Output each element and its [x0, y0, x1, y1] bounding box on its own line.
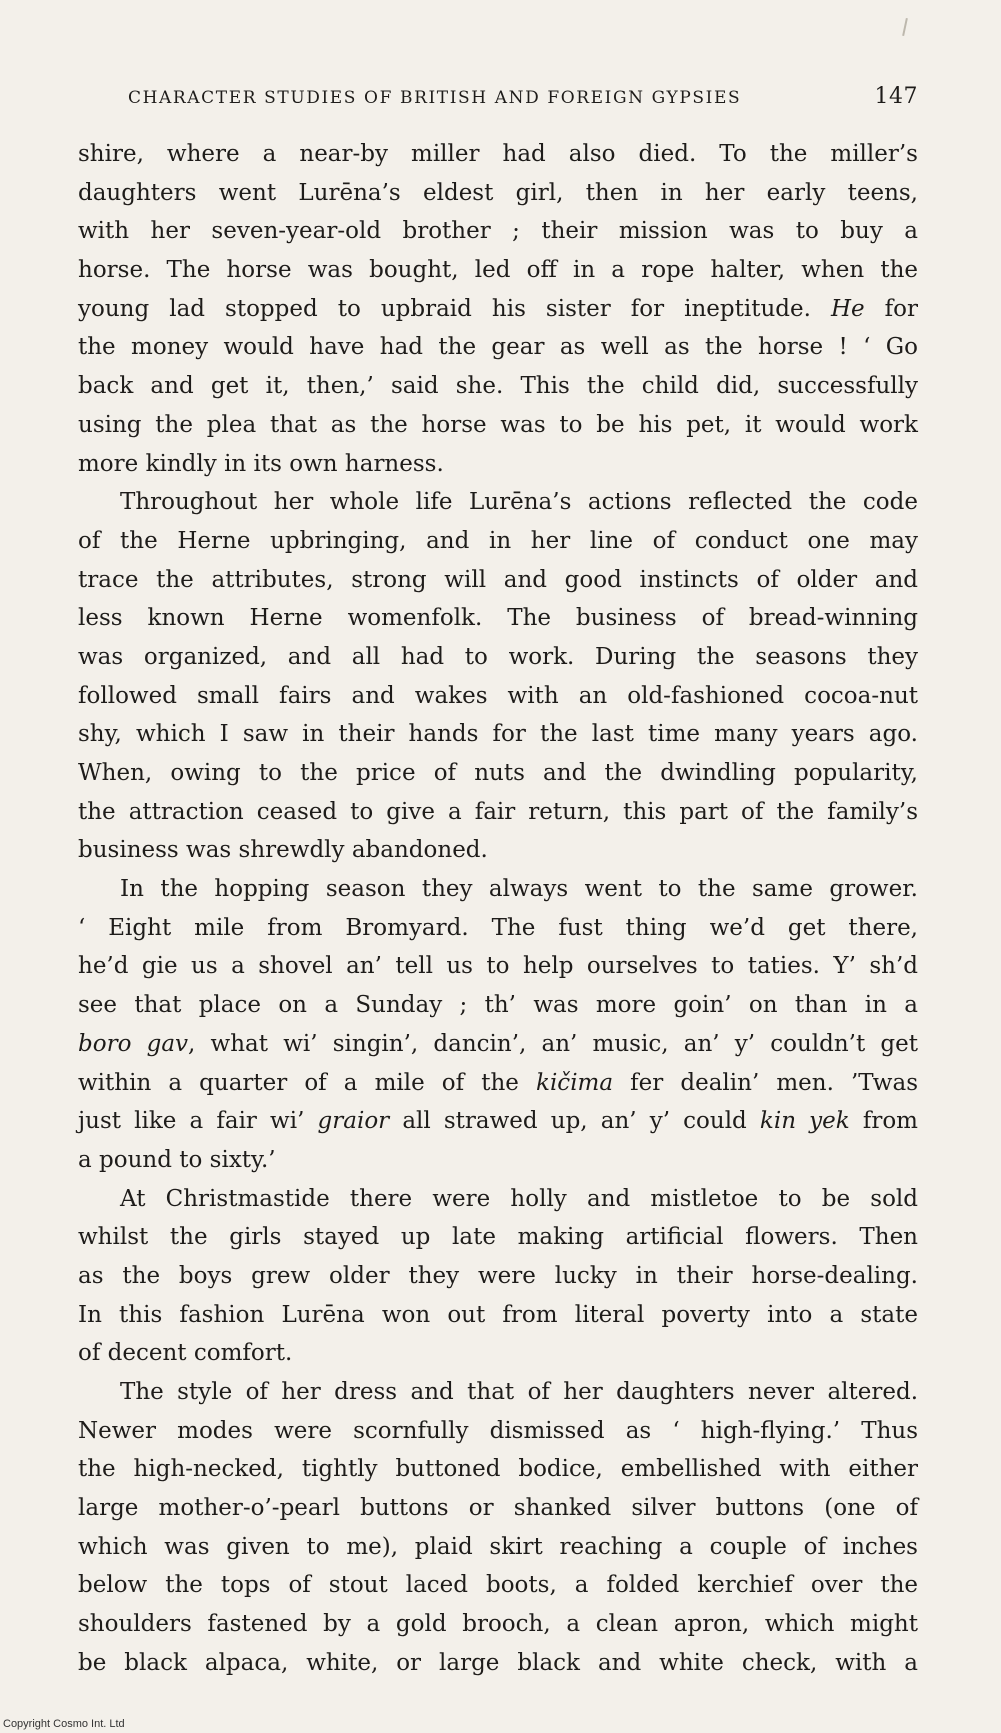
text-line: [78, 212, 918, 251]
text-line: [78, 1025, 918, 1064]
italic-term: He: [830, 295, 865, 322]
text-run: a pound to sixty.’: [78, 1146, 276, 1173]
text-run: , what wi’ singin’, dancin’, an’ music, an’ y’ couldn’t get: [188, 1030, 919, 1057]
text-line: [78, 947, 918, 986]
italic-term: kin yek: [759, 1108, 850, 1135]
text-run: At Christmastide there were holly and mistletoe to be sold: [120, 1185, 918, 1212]
text-line: [78, 754, 918, 793]
text-run: daughters went Lurēna’s eldest girl, then in her early teens,: [78, 179, 918, 206]
copyright-notice: Copyright Cosmo Int. Ltd: [3, 1718, 125, 1730]
text-line: [78, 986, 918, 1025]
text-run: less known Herne womenfolk. The business of bread-winning: [78, 605, 918, 632]
text-run: just like a fair wi’: [78, 1108, 318, 1135]
text-run: be black alpaca, white, or large black and white check, with a: [78, 1649, 918, 1676]
text-line: [78, 290, 918, 329]
text-line: [78, 328, 918, 367]
text-line: [78, 561, 918, 600]
text-run: with her seven-year-old brother ; their mission was to buy a: [78, 218, 918, 245]
text-run: young lad stopped to upbraid his sister for ineptitude.: [78, 295, 831, 322]
text-line: [78, 406, 918, 445]
text-line: [78, 1605, 918, 1644]
text-line: [78, 1412, 918, 1451]
text-run: business was shrewdly abandoned.: [78, 837, 488, 864]
text-run: of the Herne upbringing, and in her line of conduct one may: [78, 527, 918, 554]
text-line: [78, 793, 918, 832]
text-line: [78, 1102, 918, 1141]
text-run: large mother-o’-pearl buttons or shanked silver buttons (one of: [78, 1495, 918, 1522]
text-line: [78, 1334, 918, 1373]
text-run: In this fashion Lurēna won out from literal poverty into a state: [78, 1301, 918, 1328]
text-line: [78, 445, 918, 484]
text-run: shoulders fastened by a gold brooch, a clean apron, which might: [78, 1611, 918, 1638]
paragraph: [78, 483, 918, 870]
text-run: the attraction ceased to give a fair return, this part of the family’s: [78, 798, 918, 825]
running-head: CHARACTER STUDIES OF BRITISH AND FOREIGN GYPSIES: [128, 88, 742, 108]
text-line: [78, 638, 918, 677]
text-run: as the boys grew older they were lucky in their horse-dealing.: [78, 1262, 918, 1289]
text-line: [78, 677, 918, 716]
text-run: trace the attributes, strong will and good instincts of older and: [78, 566, 918, 593]
text-run: the high-necked, tightly buttoned bodice, embellished with either: [78, 1456, 918, 1483]
text-run: using the plea that as the horse was to be his pet, it would work: [78, 411, 918, 438]
text-run: Newer modes were scornfully dismissed as ‘ high-flying.’ Thus: [78, 1417, 918, 1444]
text-line: [78, 1141, 918, 1180]
text-run: below the tops of stout laced boots, a folded kerchief over the: [78, 1572, 918, 1599]
text-line: [78, 1257, 918, 1296]
text-run: ‘ Eight mile from Bromyard. The fust thing we’d get there,: [78, 914, 918, 941]
text-run: shire, where a near-by miller had also died. To the miller’s: [78, 141, 918, 167]
text-line: [78, 135, 918, 174]
text-run: of decent comfort.: [78, 1340, 293, 1367]
text-run: from: [849, 1108, 918, 1135]
text-line: [78, 483, 918, 522]
text-run: which was given to me), plaid skirt reaching a couple of inches: [78, 1533, 918, 1560]
text-line: [78, 1450, 918, 1489]
text-run: The style of her dress and that of her daughters never altered.: [120, 1379, 918, 1405]
italic-term: graior: [317, 1108, 390, 1135]
text-line: [78, 1180, 918, 1219]
text-line: [78, 715, 918, 754]
italic-term: boro gav: [78, 1030, 189, 1057]
text-run: In the hopping season they always went to the same grower.: [120, 876, 918, 903]
paragraph: [78, 1180, 918, 1373]
text-run: shy, which I saw in their hands for the last time many years ago.: [78, 721, 918, 748]
text-line: [78, 1064, 918, 1103]
text-run: see that place on a Sunday ; th’ was more goin’ on than in a: [78, 992, 918, 1019]
text-run: for: [864, 295, 919, 322]
text-run: whilst the girls stayed up late making artificial flowers. Then: [78, 1224, 918, 1251]
text-line: [78, 251, 918, 290]
text-run: Throughout her whole life Lurēna’s actions reflected the code: [120, 489, 918, 516]
text-line: [78, 1296, 918, 1335]
text-line: [78, 522, 918, 561]
text-run: followed small fairs and wakes with an old-fashioned cocoa-nut: [78, 682, 918, 709]
text-run: When, owing to the price of nuts and the dwindling popularity,: [78, 760, 918, 786]
text-run: the money would have had the gear as well as the horse ! ‘ Go: [78, 334, 918, 361]
text-line: [78, 599, 918, 638]
text-line: [78, 1566, 918, 1605]
paragraph: [78, 870, 918, 1180]
page-header: [118, 84, 918, 114]
text-line: [78, 1218, 918, 1257]
text-run: all strawed up, an’ y’ could: [389, 1108, 760, 1135]
text-line: [78, 870, 918, 909]
text-run: was organized, and all had to work. During the seasons they: [78, 643, 918, 670]
text-line: [78, 1644, 918, 1683]
text-run: more kindly in its own harness.: [78, 450, 444, 477]
text-line: [78, 1528, 918, 1567]
text-line: [78, 174, 918, 213]
text-run: he’d gie us a shovel an’ tell us to help ourselves to taties. Y’ sh’d: [78, 953, 918, 980]
body-text: [78, 135, 918, 1683]
text-run: back and get it, then,’ said she. This the child did, successfully: [78, 373, 918, 400]
text-line: [78, 367, 918, 406]
text-line: [78, 909, 918, 948]
paragraph: [78, 1373, 918, 1683]
page-number: 147: [874, 84, 918, 109]
text-run: horse. The horse was bought, led off in a rope halter, when the: [78, 257, 918, 284]
text-run: fer dealin’ men. ’Twas: [613, 1069, 919, 1096]
italic-term: kičima: [536, 1069, 614, 1096]
text-line: [78, 831, 918, 870]
pencil-mark: [902, 18, 908, 36]
text-run: within a quarter of a mile of the: [78, 1069, 537, 1096]
paragraph: [78, 135, 918, 483]
text-line: [78, 1489, 918, 1528]
text-line: [78, 1373, 918, 1412]
